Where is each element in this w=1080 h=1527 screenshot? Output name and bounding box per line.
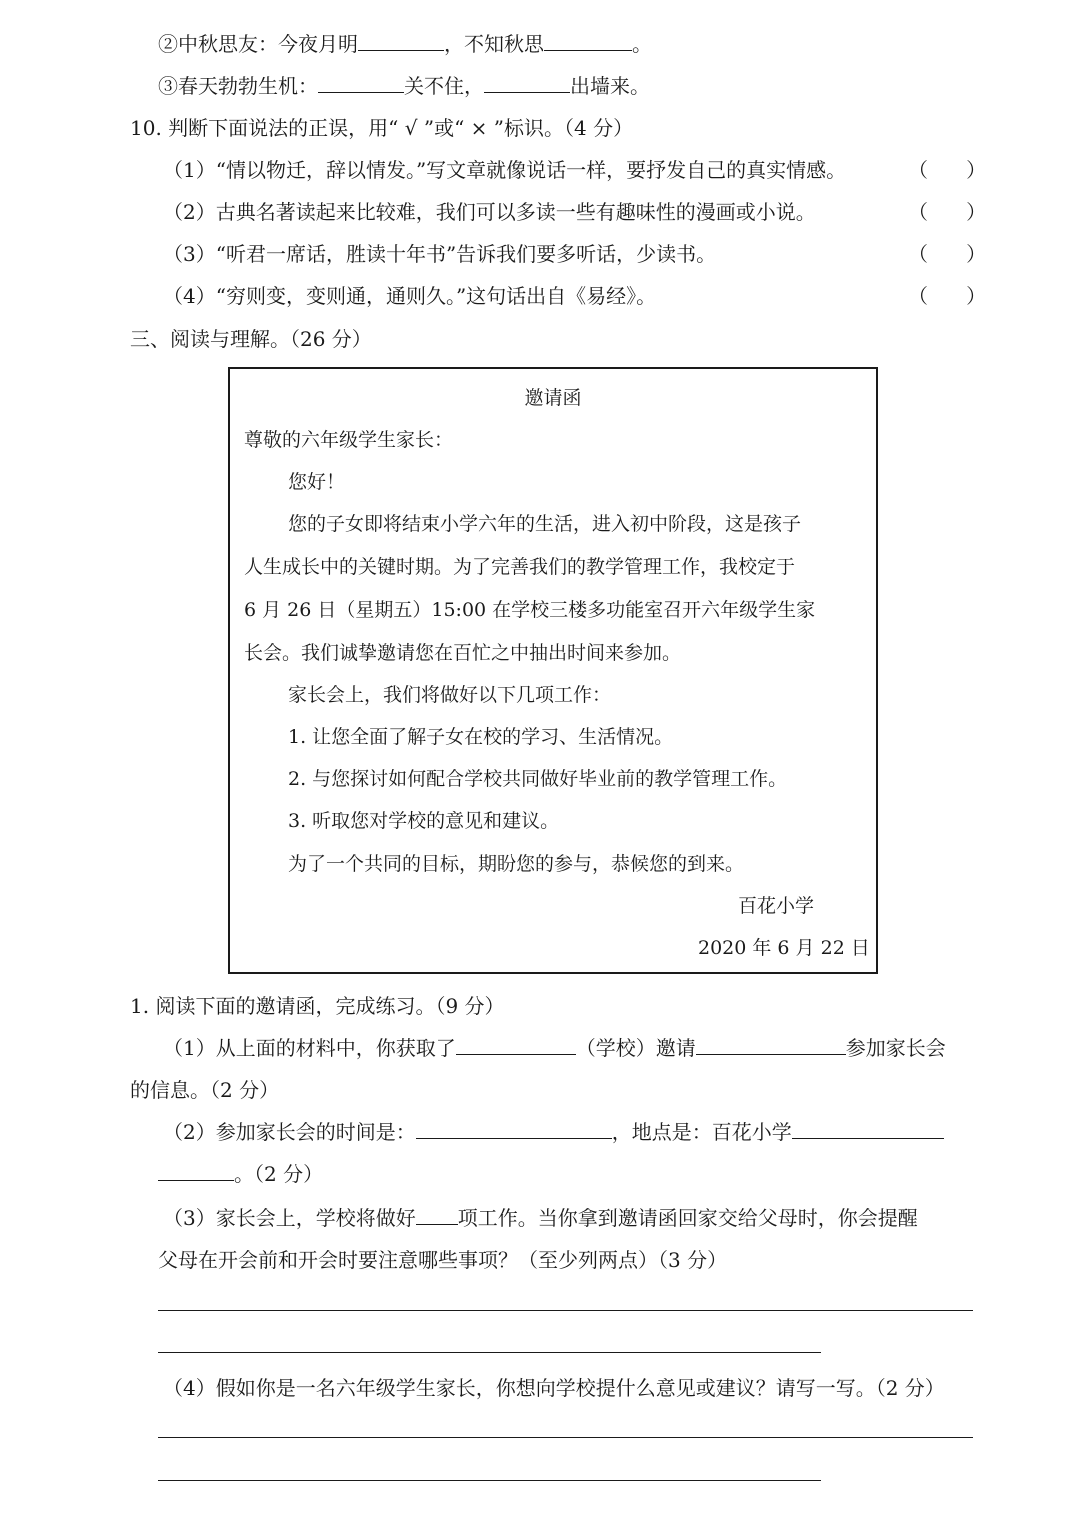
fill-item-3-text-c: 出墙来。 (570, 74, 650, 98)
answer-line[interactable] (158, 1310, 973, 1311)
question-10-item-1: （1）“情以物迁，辞以情发。”写文章就像说话一样，要抒发自己的真实情感。 (163, 158, 847, 182)
question-10-item-2: （2）古典名著读起来比较难，我们可以多读一些有趣味性的漫画或小说。 (163, 200, 816, 224)
sub-1-text-b: （学校）邀请 (575, 1036, 696, 1060)
question-1-sub-4: （4）假如你是一名六年级学生家长，你想向学校提什么意见或建议？请写一写。（2 分） (163, 1376, 945, 1400)
letter-greeting: 您好！ (288, 471, 346, 493)
fill-item-2-text-a: ②中秋思友：今夜月明 (158, 32, 358, 56)
answer-blank[interactable] (484, 72, 570, 93)
letter-closing: 为了一个共同的目标，期盼您的参与，恭候您的到来。 (288, 853, 745, 875)
question-10-title: 10. 判断下面说法的正误，用“ √ ”或“ × ”标识。（4 分） (130, 116, 634, 140)
answer-line[interactable] (158, 1352, 821, 1353)
question-1-sub-2 (163, 1118, 944, 1146)
letter-list-item-2: 2. 与您探讨如何配合学校共同做好毕业前的教学管理工作。 (288, 768, 788, 790)
answer-line[interactable] (158, 1437, 973, 1438)
question-1-sub-3 (163, 1204, 918, 1232)
sub-3-text-b: 项工作。当你拿到邀请函回家交给父母时，你会提醒 (457, 1206, 918, 1230)
letter-salutation: 尊敬的六年级学生家长： (244, 429, 454, 451)
letter-signature: 百花小学 (738, 895, 815, 917)
sub-1-text-a: （1）从上面的材料中，你获取了 (163, 1036, 456, 1060)
sub-2-text-b: ，地点是：百花小学 (611, 1120, 792, 1144)
answer-blank[interactable] (416, 1204, 458, 1225)
letter-paragraph-1-line-1: 您的子女即将结束小学六年的生活，进入初中阶段，这是孩子 (288, 513, 802, 535)
fill-item-2-text-c: 。 (632, 32, 652, 56)
letter-paragraph-1-line-3: 6 月 26 日（星期五）15:00 在学校三楼多功能室召开六年级学生家 (244, 599, 816, 621)
answer-blank[interactable] (544, 30, 632, 51)
letter-paragraph-1-line-4: 长会。我们诚挚邀请您在百忙之中抽出时间来参加。 (244, 642, 682, 664)
answer-blank[interactable] (358, 30, 444, 51)
invitation-letter-box (228, 367, 878, 974)
answer-blank[interactable] (158, 1160, 234, 1181)
question-1-title: 1. 阅读下面的邀请函，完成练习。（9 分） (130, 994, 505, 1018)
question-10-item-3: （3）“听君一席话，胜读十年书”告诉我们要多听话，少读书。 (163, 242, 717, 266)
section-3-title: 三、阅读与理解。（26 分） (130, 327, 372, 351)
fill-item-3-text-a: ③春天勃勃生机： (158, 74, 318, 98)
answer-blank[interactable] (318, 72, 404, 93)
answer-blank[interactable] (792, 1118, 944, 1139)
sub-2-text-c: 。（2 分） (234, 1162, 324, 1186)
answer-paren[interactable]: （ ） (908, 284, 987, 308)
answer-blank[interactable] (416, 1118, 612, 1139)
question-1-sub-2-cont (158, 1160, 323, 1188)
question-10-item-4: （4）“穷则变，变则通，通则久。”这句话出自《易经》。 (163, 284, 657, 308)
question-1-sub-1 (163, 1034, 946, 1062)
sub-3-text-a: （3）家长会上，学校将做好 (163, 1206, 416, 1230)
fill-item-3-text-b: 关不住， (404, 74, 484, 98)
fill-item-2 (158, 30, 652, 58)
letter-paragraph-1-line-2: 人生成长中的关键时期。为了完善我们的教学管理工作，我校定于 (244, 556, 796, 578)
answer-paren[interactable]: （ ） (908, 242, 987, 266)
answer-blank[interactable] (456, 1034, 576, 1055)
answer-blank[interactable] (696, 1034, 846, 1055)
answer-line[interactable] (158, 1480, 821, 1481)
answer-paren[interactable]: （ ） (908, 200, 987, 224)
sub-1-text-c: 参加家长会 (845, 1036, 946, 1060)
question-1-sub-3-cont: 父母在开会前和开会时要注意哪些事项？（至少列两点）（3 分） (158, 1248, 728, 1272)
fill-item-3 (158, 72, 650, 100)
letter-list-item-3: 3. 听取您对学校的意见和建议。 (288, 810, 560, 832)
letter-list-item-1: 1. 让您全面了解子女在校的学习、生活情况。 (288, 726, 674, 748)
letter-title: 邀请函 (524, 387, 582, 409)
answer-paren[interactable]: （ ） (908, 158, 987, 182)
letter-date: 2020 年 6 月 22 日 (698, 937, 870, 959)
question-1-sub-1-cont: 的信息。（2 分） (130, 1078, 280, 1102)
sub-2-text-a: （2）参加家长会的时间是： (163, 1120, 416, 1144)
fill-item-2-text-b: ，不知秋思 (444, 32, 544, 56)
letter-paragraph-2: 家长会上，我们将做好以下几项工作： (288, 684, 612, 706)
